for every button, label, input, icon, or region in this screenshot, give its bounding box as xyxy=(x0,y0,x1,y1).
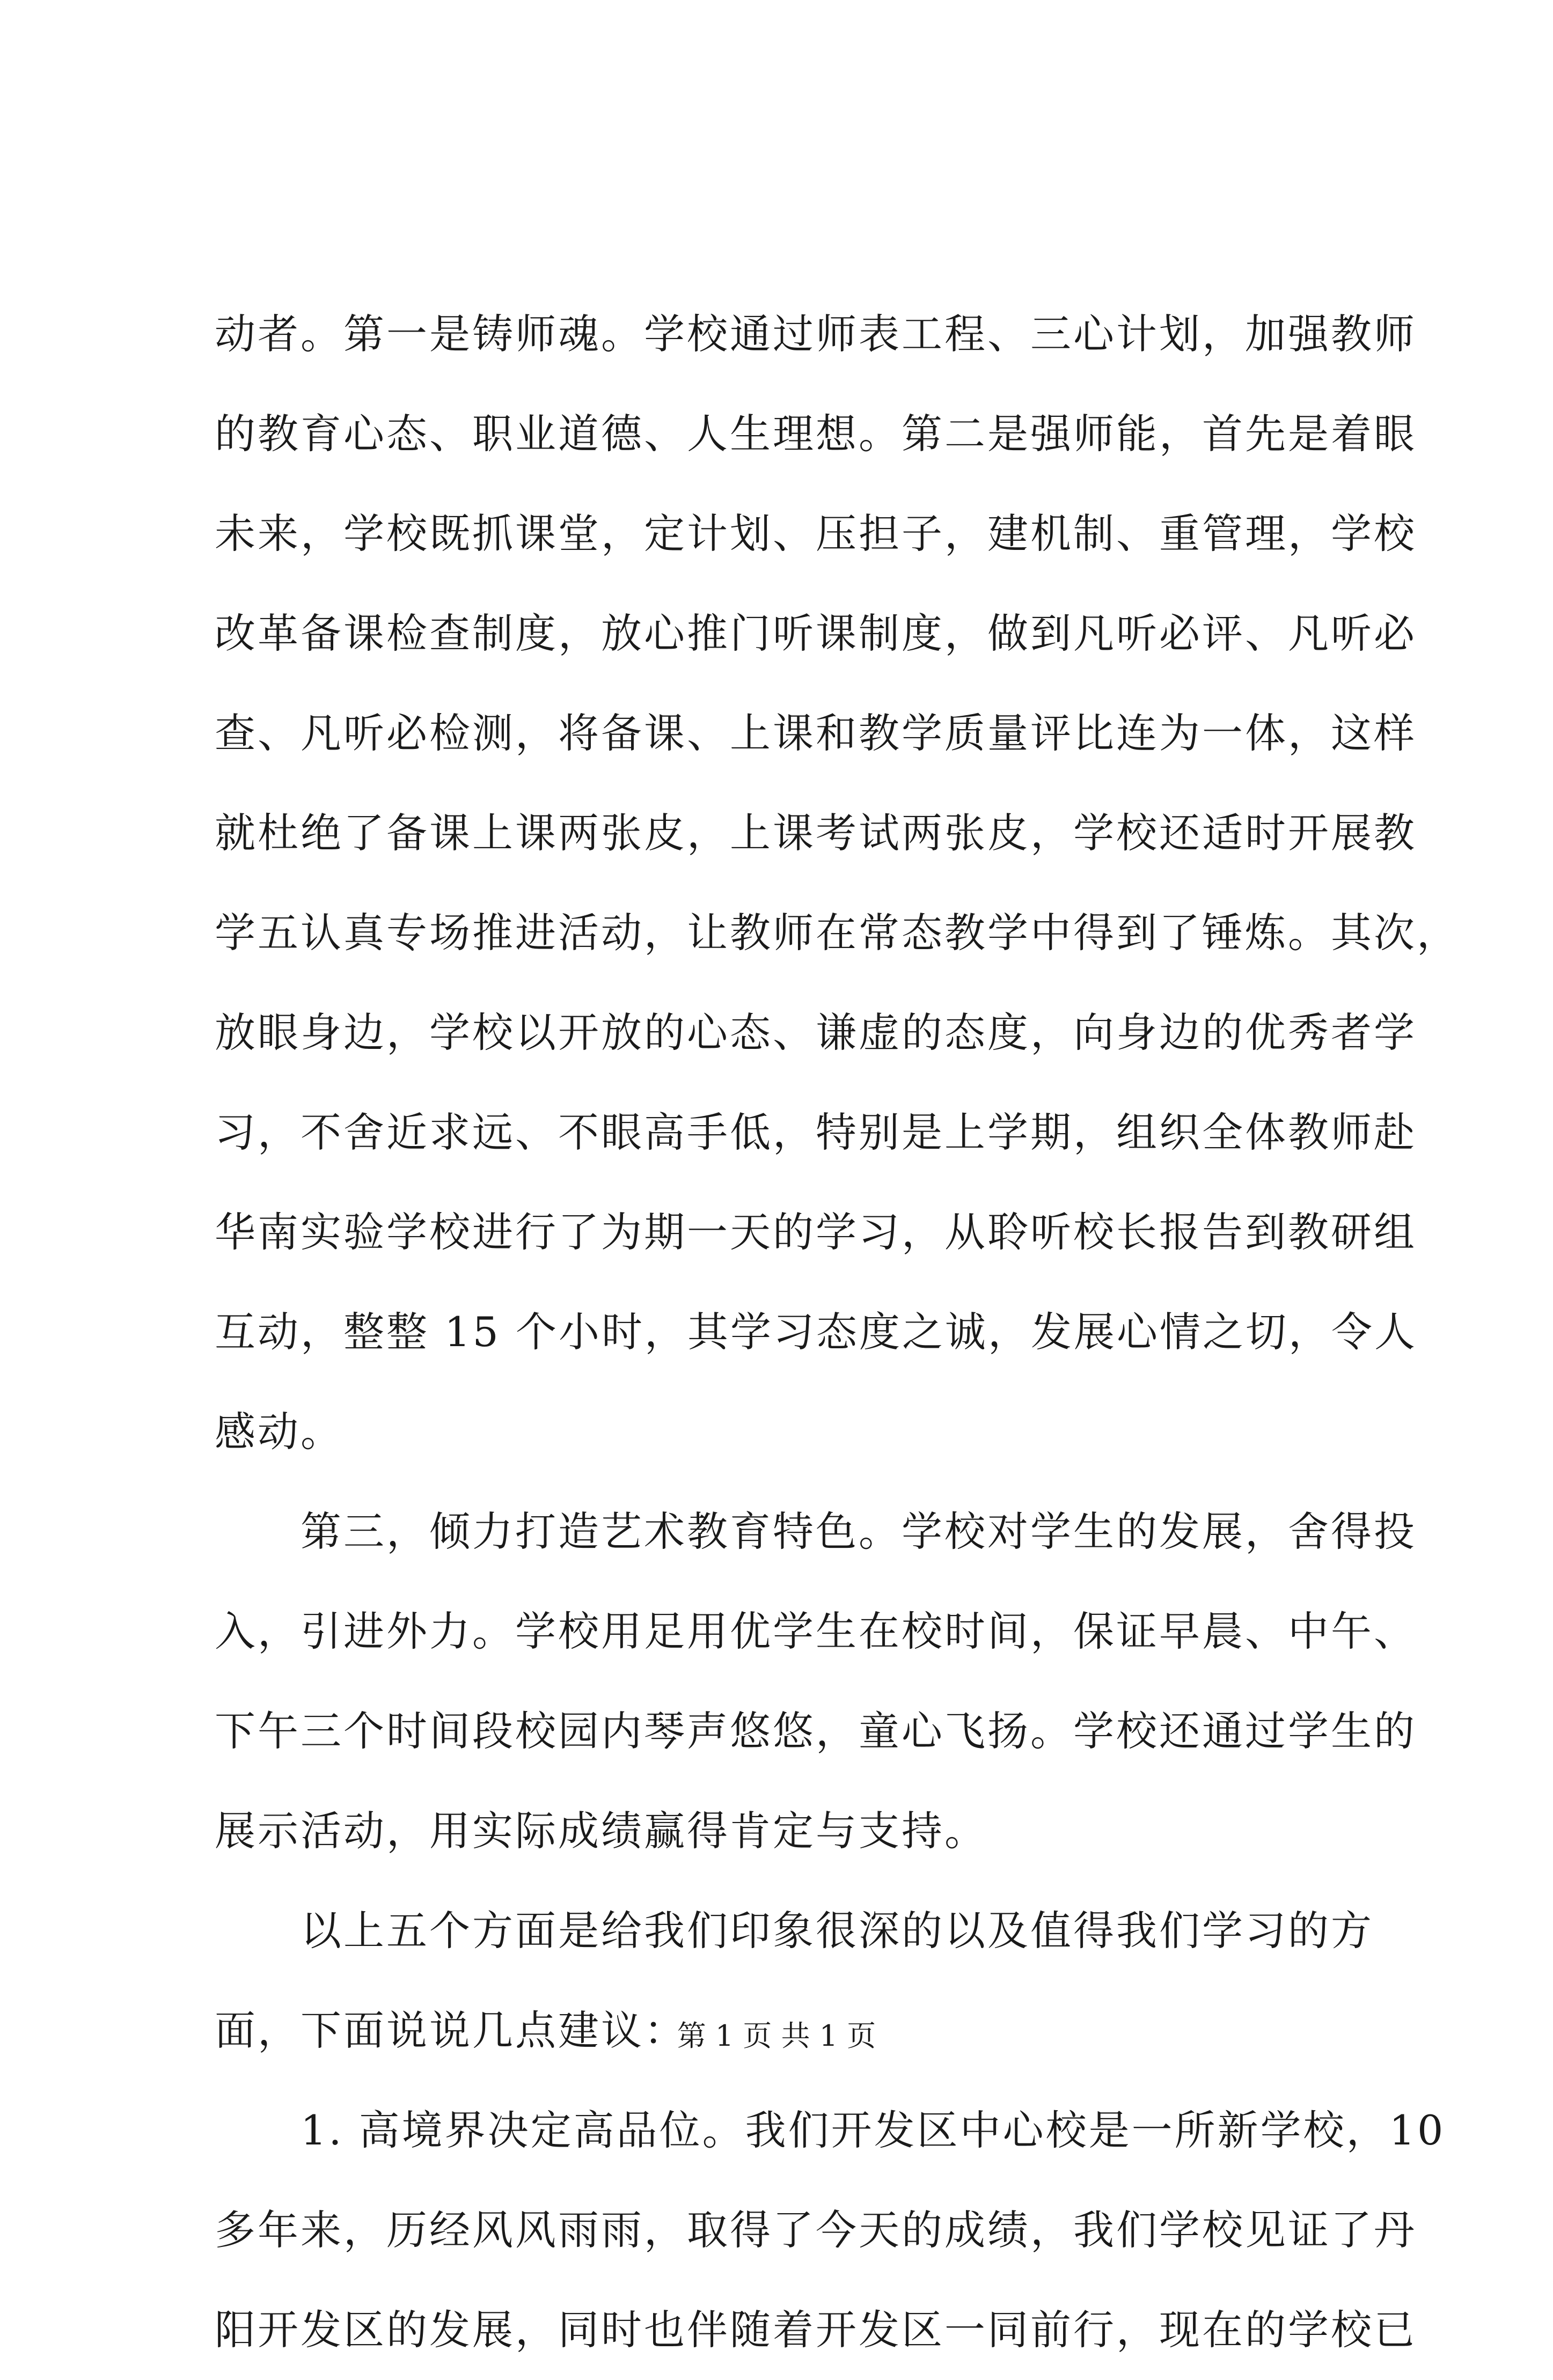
text-line: 改革备课检查制度，放心推门听课制度，做到凡听必评、凡听必 xyxy=(215,609,1417,657)
text-line: 多年来，历经风风雨雨，取得了今天的成绩，我们学校见证了丹 xyxy=(215,2206,1417,2254)
text-line: 第三，倾力打造艺术教育特色。学校对学生的发展，舍得投 xyxy=(215,1508,1417,1555)
text-line: 阳开发区的发展，同时也伴随着开发区一同前行，现在的学校已 xyxy=(215,2306,1417,2354)
text-line: 未来，学校既抓课堂，定计划、压担子，建机制、重管理，学校 xyxy=(215,510,1417,557)
text-line: 下午三个时间段校园内琴声悠悠，童心飞扬。学校还通过学生的 xyxy=(215,1707,1417,1755)
page-number-label: 第 1 页 共 1 页 xyxy=(677,2019,876,2053)
text-line: 放眼身边，学校以开放的心态、谦虚的态度，向身边的优秀者学 xyxy=(215,1009,1417,1056)
page-footer xyxy=(0,2015,1553,2058)
text-line: 学五认真专场推进活动，让教师在常态教学中得到了锤炼。其次， xyxy=(215,909,1460,957)
text-line: 感动。 xyxy=(215,1408,343,1456)
text-line: 互动，整整 15 个小时，其学习态度之诚，发展心情之切，令人 xyxy=(215,1308,1418,1356)
text-line: 以上五个方面是给我们印象很深的以及值得我们学习的方 xyxy=(215,1907,1374,1955)
text-line: 的教育心态、职业道德、人生理想。第二是强师能，首先是着眼 xyxy=(215,410,1417,458)
text-line: 入，引进外力。学校用足用优学生在校时间，保证早晨、中午、 xyxy=(215,1607,1417,1655)
text-line: 查、凡听必检测，将备课、上课和教学质量评比连为一体，这样 xyxy=(215,709,1417,757)
text-line: 习，不舍近求远、不眼高手低，特别是上学期，组织全体教师赴 xyxy=(215,1108,1417,1156)
document-body xyxy=(215,284,1460,2380)
text-line: 华南实验学校进行了为期一天的学习，从聆听校长报告到教研组 xyxy=(215,1208,1417,1256)
text-line: 就杜绝了备课上课两张皮，上课考试两张皮，学校还适时开展教 xyxy=(215,809,1417,857)
text-line: 动者。第一是铸师魂。学校通过师表工程、三心计划，加强教师 xyxy=(215,310,1417,358)
text-line: 展示活动，用实际成绩赢得肯定与支持。 xyxy=(215,1807,987,1855)
text-line: 1. 高境界决定高品位。我们开发区中心校是一所新学校，10 xyxy=(215,2106,1446,2154)
text-line: 面，下面说说几点建议： xyxy=(215,2007,687,2054)
